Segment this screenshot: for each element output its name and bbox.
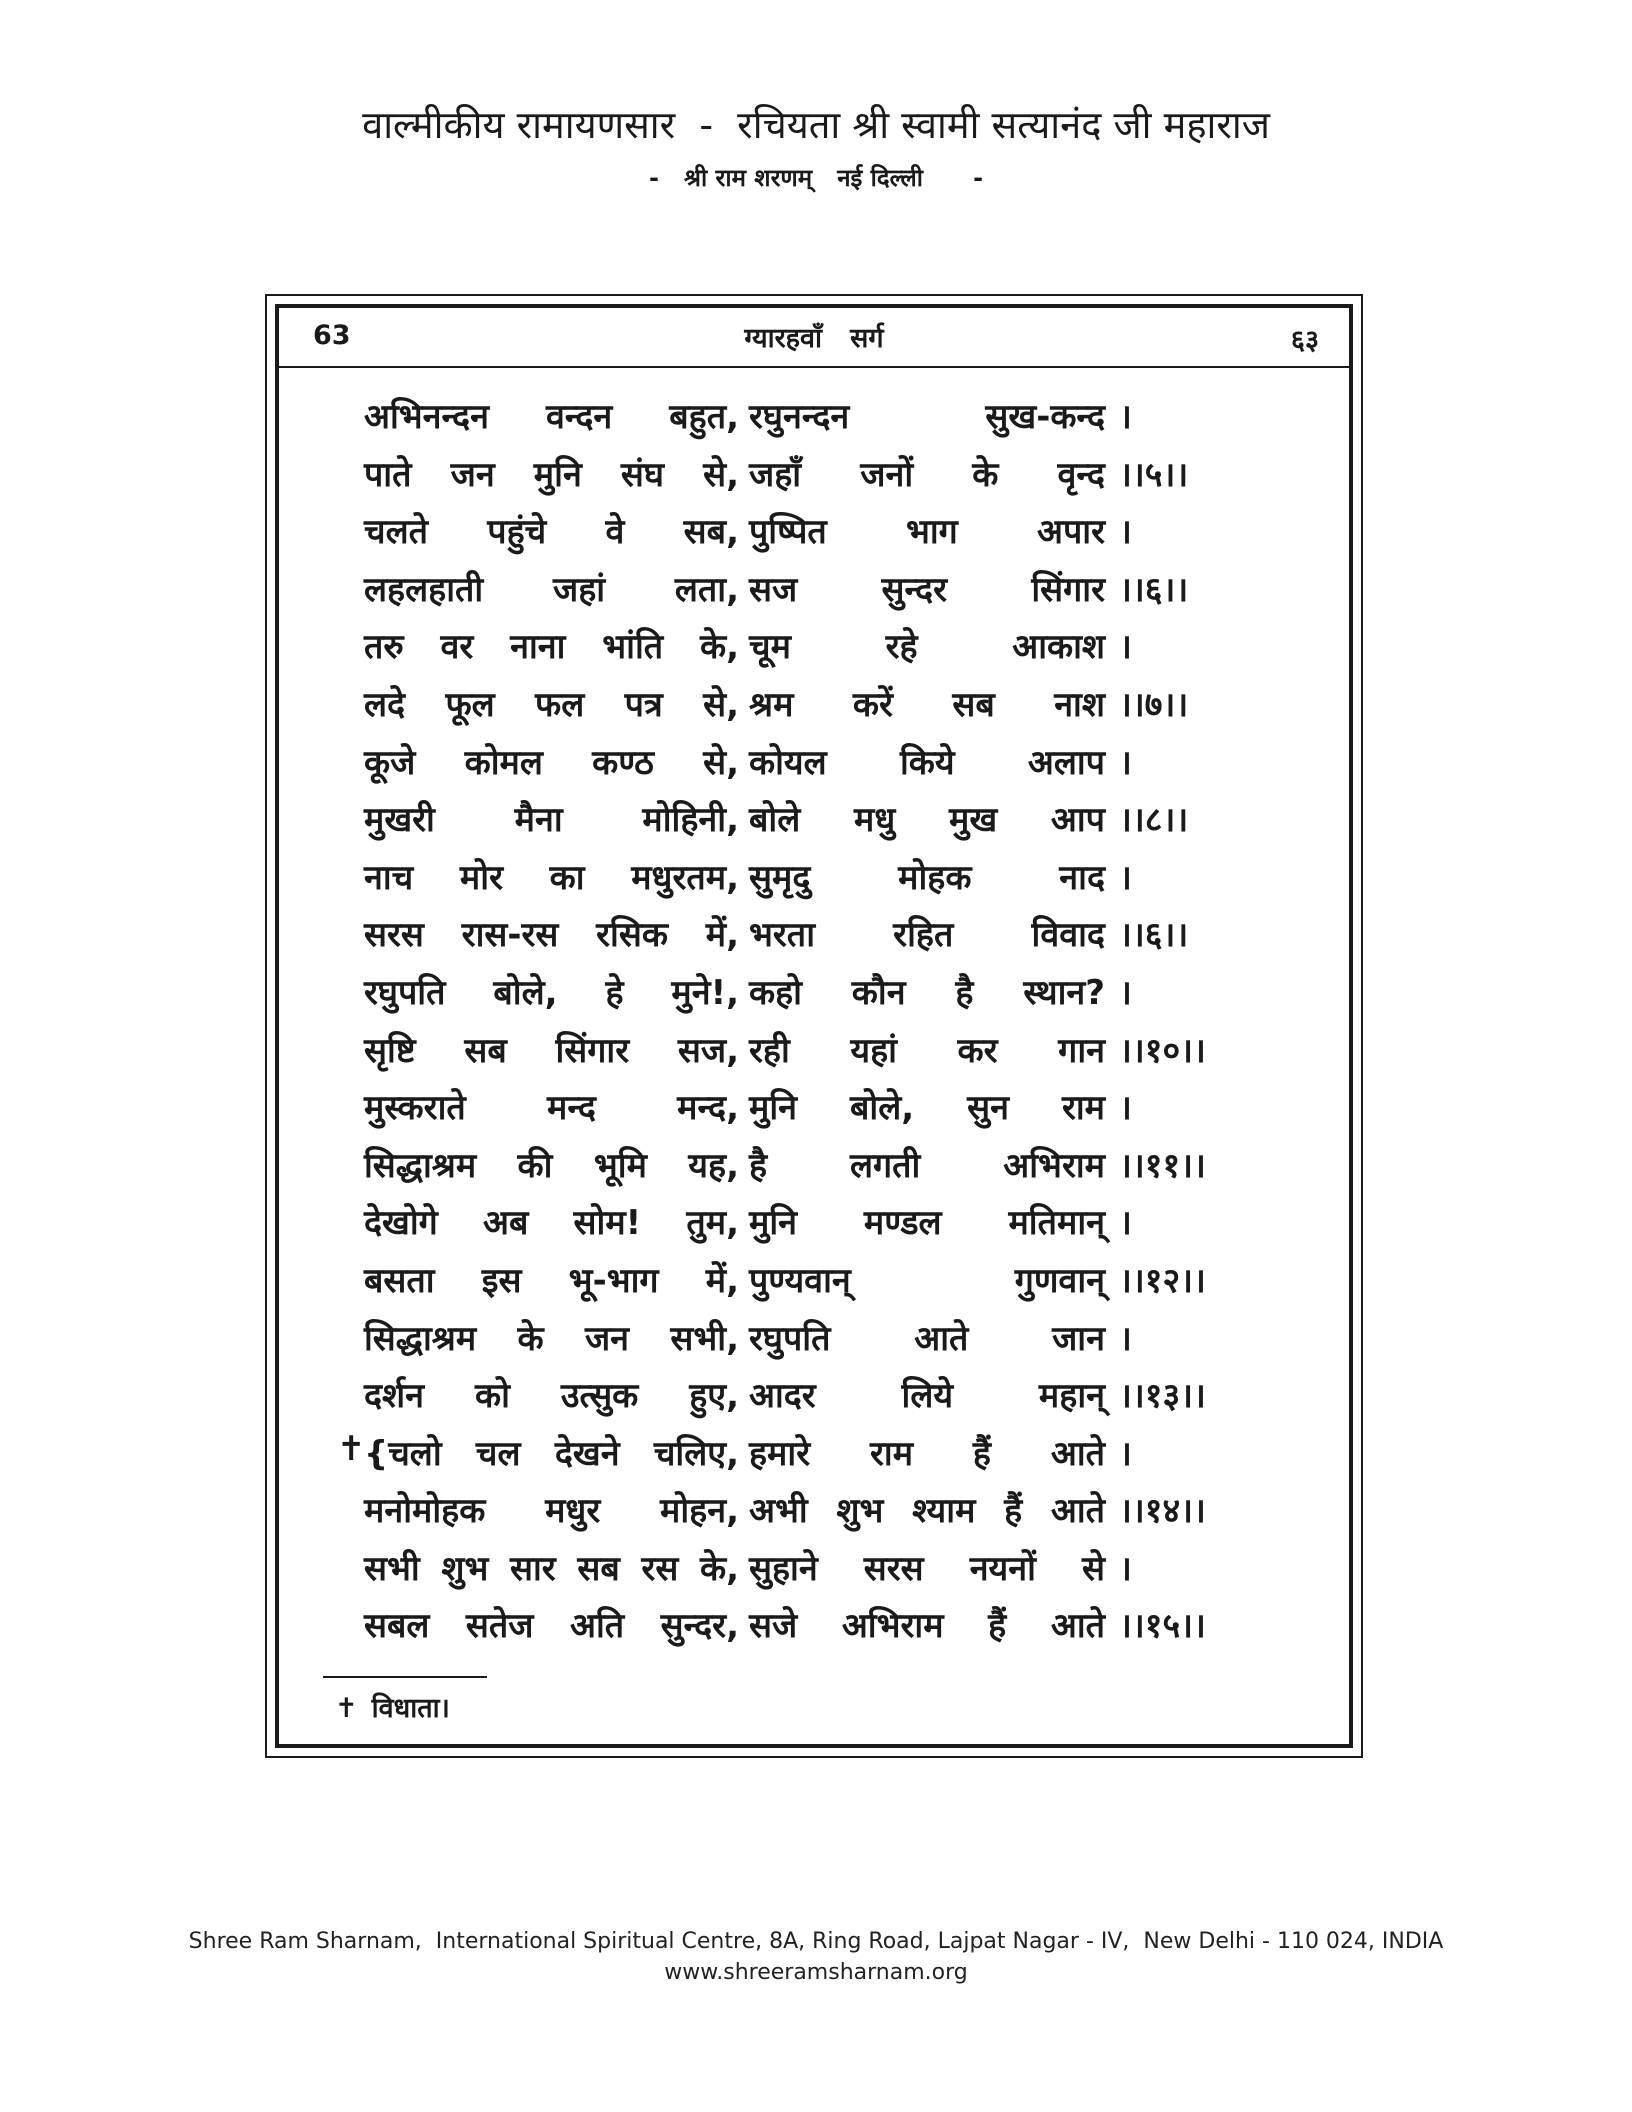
verse-number: ।।१३।। [1119, 1376, 1206, 1417]
verse-first-half: नाच मोर का मधुरतम, [364, 857, 739, 898]
verse-line [279, 1365, 1349, 1423]
verse-number: । [1119, 1088, 1132, 1129]
verse-second-half: सज सुन्दर सिंगार [749, 569, 1105, 610]
verse-first-half: सिद्धाश्रम के जन सभी, [364, 1318, 739, 1359]
page-number-arabic: 63 [313, 320, 351, 351]
verse-number: । [1119, 627, 1132, 668]
verse-second-half: बोले मधु मुख आप [749, 800, 1105, 841]
verse-line [279, 1135, 1349, 1193]
verse-second-half: हमारे राम हैं आते [749, 1433, 1105, 1474]
page-number-devanagari: ६३ [1290, 325, 1319, 356]
verse-second-half: रघुपति आते जान [749, 1318, 1105, 1359]
verse-line [279, 616, 1349, 674]
page-footer [0, 1926, 1632, 1988]
verse-number: । [1119, 857, 1132, 898]
verse-line [279, 1595, 1349, 1653]
page-frame-inner [275, 304, 1353, 1748]
verse-first-half: {चलो चल देखने चलिए, [364, 1433, 739, 1474]
verse-line [279, 386, 1349, 444]
verse-number: । [1119, 512, 1132, 553]
verse-first-half: लहलहाती जहां लता, [364, 569, 739, 610]
verse-second-half: अभी शुभ श्याम हैं आते [749, 1491, 1105, 1532]
footnote [335, 1688, 450, 1725]
verse-second-half: कोयल किये अलाप [749, 742, 1105, 783]
verse-first-half: सबल सतेज अति सुन्दर, [364, 1606, 739, 1647]
footer-address: Shree Ram Sharnam, International Spiritual Centre, 8A, Ring Road, Lajpat Nagar - IV, New Delhi - 110 024, INDIA [188, 1929, 1444, 1954]
verse-number: ।।६।। [1119, 915, 1189, 956]
verse-second-half: सुहाने सरस नयनों से [749, 1548, 1105, 1589]
verse-first-half: बसता इस भू-भाग में, [364, 1260, 739, 1301]
verse-number: । [1119, 742, 1132, 783]
verse-number: ।।६।। [1119, 569, 1189, 610]
verse-first-half: मुखरी मैना मोहिनी, [364, 800, 739, 841]
verse-second-half: रघुनन्दन सुख-कन्द [749, 397, 1105, 437]
verse-first-half: तरु वर नाना भांति के, [364, 627, 739, 668]
verse-first-half: सृष्टि सब सिंगार सज, [364, 1030, 739, 1071]
verse-number: ।।१०।। [1119, 1030, 1206, 1071]
chapter-header [279, 308, 1349, 368]
verse-second-half: है लगती अभिराम [749, 1145, 1105, 1186]
verse-second-half: मुनि मण्डल मतिमान् [749, 1203, 1105, 1244]
verse-line [279, 674, 1349, 732]
verse-line [279, 1250, 1349, 1308]
verse-second-half: जहाँ जनों के वृन्द [749, 454, 1105, 495]
verse-first-half: रघुपति बोले, हे मुने!, [364, 972, 739, 1013]
verse-number: । [1119, 972, 1132, 1013]
chapter-title: ग्यारहवाँ सर्ग [744, 323, 884, 354]
footnote-text: विधाता। [371, 1693, 450, 1724]
verse-second-half: भरता रहित विवाद [749, 915, 1105, 956]
verse-line [279, 1308, 1349, 1366]
verse-second-half: सुमृदु मोहक नाद [749, 857, 1105, 898]
verse-first-half: देखोगे अब सोम! तुम, [364, 1203, 739, 1244]
verse-second-half: पुष्पित भाग अपार [749, 512, 1105, 553]
publisher-line: - श्री राम शरणम् नई दिल्ली - [648, 164, 984, 192]
verse-line [279, 444, 1349, 502]
verse-second-half: रही यहां कर गान [749, 1030, 1105, 1071]
verse-line [279, 732, 1349, 790]
verse-line [279, 962, 1349, 1020]
verse-number: ।।१२।। [1119, 1260, 1206, 1301]
verse-line [279, 789, 1349, 847]
verse-line [279, 1077, 1349, 1135]
verse-second-half: मुनि बोले, सुन राम [749, 1088, 1105, 1129]
verse-first-half: सिद्धाश्रम की भूमि यह, [364, 1145, 739, 1186]
verse-second-half: सजे अभिराम हैं आते [749, 1606, 1105, 1647]
verse-first-half: अभिनन्दन वन्दन बहुत, [364, 397, 739, 437]
verse-number: ।।११।। [1119, 1145, 1206, 1186]
verse-line [279, 501, 1349, 559]
verse-number: । [1119, 1318, 1132, 1359]
cross-icon: ✝ [335, 1693, 358, 1724]
verse-line [279, 847, 1349, 905]
verse-number: । [1119, 1548, 1132, 1589]
verse-number: ।।५।। [1119, 454, 1189, 495]
verse-second-half: आदर लिये महान् [749, 1376, 1105, 1417]
verse-number: ।।८।। [1119, 800, 1189, 841]
verse-list [279, 386, 1349, 1653]
verse-first-half: लदे फूल फल पत्र से, [364, 684, 739, 725]
verse-number: ।।१४।। [1119, 1491, 1206, 1532]
cross-icon: ✝ [337, 1428, 366, 1469]
verse-line [279, 904, 1349, 962]
verse-line [279, 559, 1349, 617]
verse-line [279, 1538, 1349, 1596]
footnote-divider [323, 1676, 487, 1678]
verse-number: ।।१५।। [1119, 1606, 1206, 1647]
verse-number: ।।७।। [1119, 684, 1189, 725]
verse-first-half: मुस्कराते मन्द मन्द, [364, 1088, 739, 1129]
verse-second-half: चूम रहे आकाश [749, 627, 1105, 668]
verse-second-half: कहो कौन है स्थान? [749, 972, 1105, 1013]
book-title: वाल्मीकीय रामायणसार - रचियता श्री स्वामी सत्यानंद जी महाराज [362, 103, 1270, 147]
verse-line [279, 1020, 1349, 1078]
verse-first-half: चलते पहुंचे वे सब, [364, 512, 739, 553]
page-header [0, 100, 1632, 198]
verse-first-half: मनोमोहक मधुर मोहन, [364, 1491, 739, 1532]
verse-second-half: श्रम करें सब नाश [749, 684, 1105, 725]
verse-first-half: पाते जन मुनि संघ से, [364, 454, 739, 495]
verse-line [279, 1192, 1349, 1250]
page-frame [265, 294, 1363, 1758]
verse-line [279, 1480, 1349, 1538]
verse-first-half: दर्शन को उत्सुक हुए, [364, 1376, 739, 1417]
footer-website[interactable]: www.shreeramsharnam.org [664, 1960, 968, 1985]
verse-first-half: सभी शुभ सार सब रस के, [364, 1548, 739, 1589]
verse-first-half: कूजे कोमल कण्ठ से, [364, 742, 739, 783]
verse-number: । [1119, 1203, 1132, 1244]
verse-first-half: सरस रास-रस रसिक में, [364, 915, 739, 956]
verse-second-half: पुण्यवान् गुणवान् [749, 1260, 1105, 1301]
verse-number: । [1119, 1433, 1132, 1474]
verse-number: । [1119, 397, 1132, 437]
verse-line [279, 1423, 1349, 1481]
